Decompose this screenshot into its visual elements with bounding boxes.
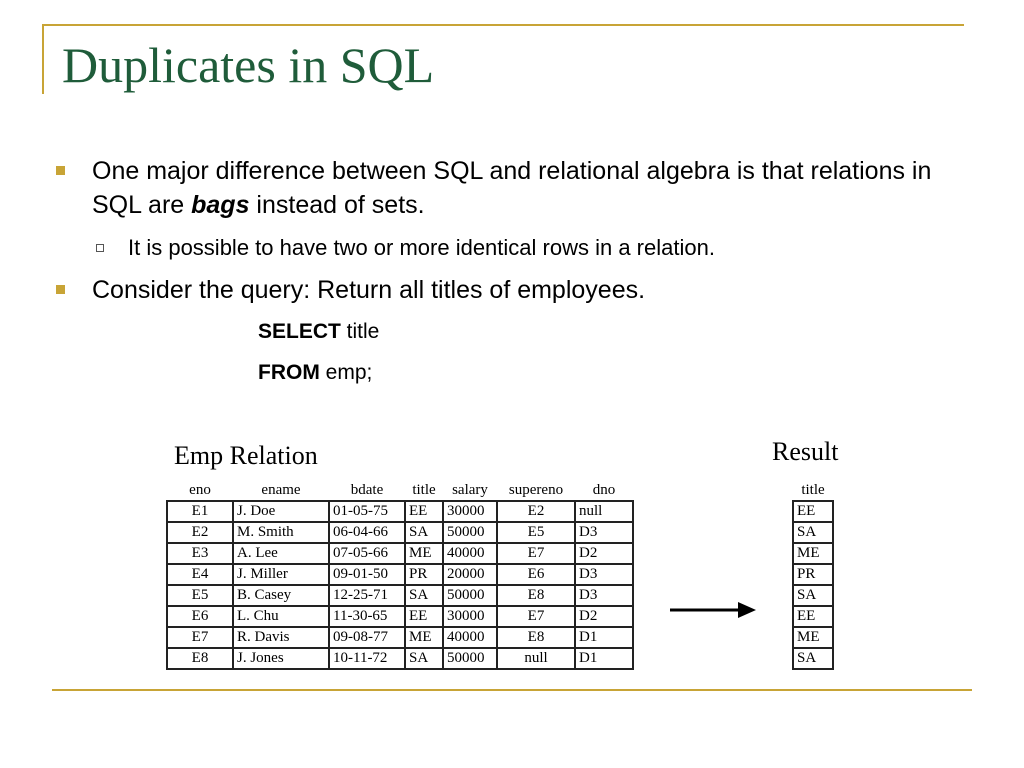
- table-cell: ME: [405, 543, 443, 564]
- table-cell: EE: [793, 606, 833, 627]
- table-cell: 30000: [443, 501, 497, 522]
- table-cell: PR: [793, 564, 833, 585]
- table-cell: 09-08-77: [329, 627, 405, 648]
- table-row: [167, 564, 633, 585]
- table-row: [793, 627, 833, 648]
- table-cell: E8: [497, 627, 575, 648]
- table-cell: E5: [167, 585, 233, 606]
- table-cell: ME: [793, 543, 833, 564]
- table-cell: 11-30-65: [329, 606, 405, 627]
- table-cell: 40000: [443, 627, 497, 648]
- table-cell: SA: [405, 648, 443, 669]
- sql-select-rest: title: [340, 320, 380, 343]
- column-header: title: [801, 481, 825, 498]
- table-row: [793, 501, 833, 522]
- table-cell: 20000: [443, 564, 497, 585]
- table-row: [793, 648, 833, 669]
- table-cell: 40000: [443, 543, 497, 564]
- table-cell: A. Lee: [233, 543, 329, 564]
- table-cell: ME: [405, 627, 443, 648]
- table-cell: EE: [793, 501, 833, 522]
- hollow-square-bullet-icon: [96, 244, 104, 252]
- table-cell: D3: [575, 522, 633, 543]
- sql-select-keyword: SELECT: [258, 320, 341, 343]
- frame-top-rule: [42, 24, 964, 26]
- table-cell: 01-05-75: [329, 501, 405, 522]
- table-row: [793, 522, 833, 543]
- table-cell: L. Chu: [233, 606, 329, 627]
- bullet-1-text-after: instead of sets.: [249, 191, 425, 219]
- table-cell: PR: [405, 564, 443, 585]
- table-cell: E8: [167, 648, 233, 669]
- table-cell: SA: [793, 585, 833, 606]
- table-cell: EE: [405, 606, 443, 627]
- table-cell: D1: [575, 648, 633, 669]
- slide-title: Duplicates in SQL: [62, 37, 435, 93]
- sql-select-line: [258, 320, 379, 344]
- table-row: [167, 606, 633, 627]
- table-cell: D2: [575, 606, 633, 627]
- emp-relation-caption: Emp Relation: [174, 441, 318, 470]
- column-header: salary: [452, 481, 488, 498]
- column-header: ename: [261, 481, 301, 498]
- table-row: [167, 543, 633, 564]
- table-cell: E2: [167, 522, 233, 543]
- table-row: [793, 543, 833, 564]
- table-cell: E3: [167, 543, 233, 564]
- table-cell: E4: [167, 564, 233, 585]
- table-cell: J. Jones: [233, 648, 329, 669]
- table-cell: ME: [793, 627, 833, 648]
- column-header: supereno: [508, 481, 564, 498]
- table-cell: SA: [793, 648, 833, 669]
- table-cell: E6: [497, 564, 575, 585]
- frame-left-rule: [42, 24, 44, 94]
- table-cell: 30000: [443, 606, 497, 627]
- table-cell: 10-11-72: [329, 648, 405, 669]
- table-row: [793, 606, 833, 627]
- table-row: [167, 522, 633, 543]
- table-cell: 50000: [443, 585, 497, 606]
- table-cell: null: [497, 648, 575, 669]
- sql-from-rest: emp;: [319, 361, 373, 384]
- square-bullet-icon: [56, 166, 65, 175]
- emp-relation-table: [166, 480, 634, 670]
- column-header: bdate: [350, 481, 384, 498]
- table-row: [167, 585, 633, 606]
- table-cell: 06-04-66: [329, 522, 405, 543]
- table-cell: SA: [405, 522, 443, 543]
- table-cell: E6: [167, 606, 233, 627]
- table-cell: E7: [497, 606, 575, 627]
- result-table: [792, 480, 834, 670]
- table-cell: SA: [405, 585, 443, 606]
- table-row: [793, 564, 833, 585]
- table-cell: B. Casey: [233, 585, 329, 606]
- result-caption: Result: [772, 437, 839, 466]
- table-row: [167, 648, 633, 669]
- sub-bullet-1-text: It is possible to have two or more identical rows in a relation.: [128, 235, 715, 260]
- table-cell: J. Doe: [233, 501, 329, 522]
- square-bullet-icon: [56, 285, 65, 294]
- column-header: dno: [592, 481, 616, 498]
- table-cell: E8: [497, 585, 575, 606]
- table-cell: D3: [575, 564, 633, 585]
- table-cell: R. Davis: [233, 627, 329, 648]
- table-cell: SA: [793, 522, 833, 543]
- table-cell: J. Miller: [233, 564, 329, 585]
- table-cell: 12-25-71: [329, 585, 405, 606]
- column-header: eno: [189, 481, 211, 498]
- table-cell: D3: [575, 585, 633, 606]
- table-row: [167, 501, 633, 522]
- table-cell: 07-05-66: [329, 543, 405, 564]
- table-cell: 50000: [443, 648, 497, 669]
- right-arrow-icon: [668, 599, 758, 621]
- table-row: [167, 627, 633, 648]
- result-header-row: [793, 480, 833, 501]
- table-cell: E2: [497, 501, 575, 522]
- table-cell: EE: [405, 501, 443, 522]
- column-header: title: [412, 481, 436, 498]
- table-cell: D1: [575, 627, 633, 648]
- bullet-2-text: Consider the query: Return all titles of employees.: [92, 276, 646, 304]
- table-cell: 50000: [443, 522, 497, 543]
- table-cell: E7: [167, 627, 233, 648]
- bags-emphasis: bags: [191, 191, 250, 219]
- table-cell: 09-01-50: [329, 564, 405, 585]
- bullet-1-text: [92, 154, 972, 222]
- table-row: [793, 585, 833, 606]
- bullet-1-text-before: One major difference between SQL and relational algebra is that relations in SQL are: [92, 157, 932, 219]
- table-cell: D2: [575, 543, 633, 564]
- table-cell: E5: [497, 522, 575, 543]
- emp-header-row: [167, 480, 633, 501]
- frame-bottom-rule: [52, 689, 972, 691]
- sql-from-line: [258, 361, 372, 385]
- table-cell: E7: [497, 543, 575, 564]
- table-cell: M. Smith: [233, 522, 329, 543]
- table-cell: null: [575, 501, 633, 522]
- sql-from-keyword: FROM: [258, 361, 320, 384]
- table-cell: E1: [167, 501, 233, 522]
